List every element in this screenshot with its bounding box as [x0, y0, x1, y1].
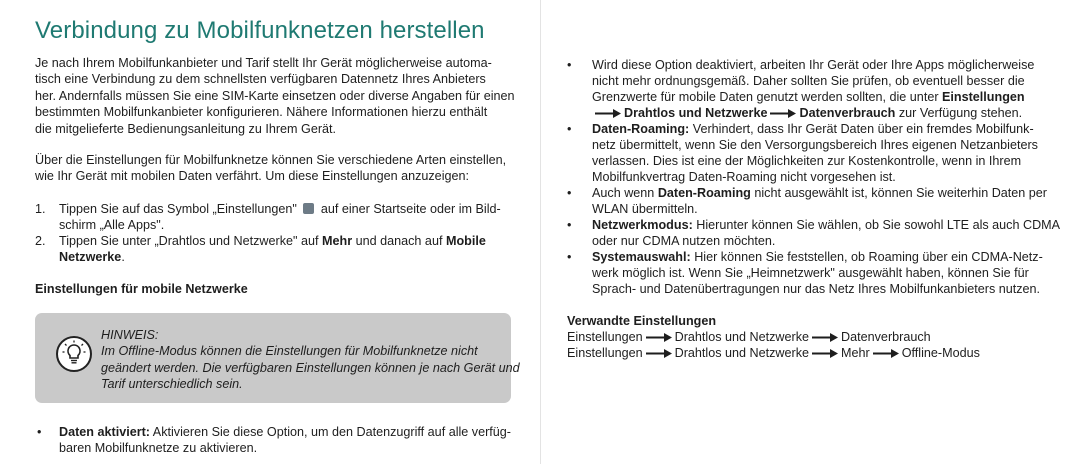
step-2-line-2 [59, 249, 125, 265]
path-item: Drahtlos und Netzwerke [674, 346, 810, 360]
bullet-line [592, 185, 1047, 201]
bullet-line: Mobilfunkvertrag Daten-Roaming nicht vorgesehen ist. [592, 170, 896, 184]
bullet-bold: Daten aktiviert: [59, 425, 150, 439]
arrow-right-icon [873, 349, 899, 358]
bullet-text: Grenzwerte für mobile Daten genutzt werden sollten, die unter [592, 90, 943, 104]
bullet-text: Auch wenn [592, 186, 658, 200]
bullet-line [592, 89, 1025, 105]
bullet-line: werk möglich ist. Wenn Sie „Heimnetzwerk" ausgewählt haben, können Sie für [592, 266, 1029, 280]
settings-icon [303, 203, 314, 214]
step-1-line-2: schirm „Alle Apps". [59, 218, 165, 232]
bullet-text: Aktivieren Sie diese Option, um den Datenzugriff auf alle verfüg- [150, 425, 511, 439]
bullet-daten-aktiviert-line-1 [59, 424, 511, 440]
path-item: Offline-Modus [901, 346, 980, 360]
bullet-bold: Einstellungen [942, 90, 1025, 104]
path-item: Einstellungen [567, 330, 643, 344]
bullet-text: Hierunter können Sie wählen, ob Sie sowohl LTE als auch CDMA [692, 218, 1061, 232]
arrow-right-icon [646, 333, 672, 342]
bullet-text: nicht ausgewählt ist, können Sie weiterhin Daten per [750, 186, 1048, 200]
path-item: Drahtlos und Netzwerke [674, 330, 810, 344]
bullet-bold: Drahtlos und Netzwerke [624, 106, 768, 120]
related-path-1 [567, 329, 931, 345]
bullet-marker: • [567, 186, 572, 200]
bullet-text: Hier können Sie feststellen, ob Roaming über ein CDMA-Netz- [690, 250, 1043, 264]
bullet-bold: Datenverbrauch [799, 106, 896, 120]
arrow-right-icon [646, 349, 672, 358]
step-text: Tippen Sie unter „Drahtlos und Netzwerke" auf [59, 234, 323, 248]
arrow-right-icon [595, 109, 621, 118]
bullet-marker: • [567, 58, 572, 72]
step-text: Tippen Sie auf das Symbol „Einstellungen" [59, 202, 297, 216]
text-line: her. Andernfalls müssen Sie eine SIM-Karte einsetzen oder diverse Angaben für einen [35, 88, 515, 103]
bullet-line: verlassen. Dies ist eine der Möglichkeiten zur Kostenkontrolle, wenn in Ihrem [592, 154, 1022, 168]
related-path-2 [567, 345, 980, 361]
note-text [101, 327, 520, 393]
step-bold: Netzwerke [59, 250, 122, 264]
bullet-daten-aktiviert-line-2: baren Mobilfunknetze zu aktivieren. [59, 441, 258, 455]
bullet-marker: • [567, 122, 572, 136]
step-bold: Mehr [322, 234, 353, 248]
bullet-line: netz übermittelt, wenn Sie den Versorgungsbereich Ihres eigenen Netzanbieters [592, 138, 1038, 152]
page-title: Verbindung zu Mobilfunknetzen herstellen [35, 17, 485, 44]
bullet-line: Wird diese Option deaktiviert, arbeiten Ihr Gerät oder Ihre Apps möglicherweise [592, 58, 1035, 72]
note-label: HINWEIS: [101, 328, 159, 342]
step-text: . [121, 250, 125, 264]
text-line: Über die Einstellungen für Mobilfunknetze können Sie verschiedene Arten einstellen, [35, 153, 507, 167]
bullet-line: nicht mehr ordnungsgemäß. Daher sollten Sie prüfen, ob eventuell besser die [592, 74, 1025, 88]
step-number: 1. [35, 202, 46, 216]
bullet-marker: • [567, 218, 572, 232]
bullet-bold: Daten-Roaming [657, 186, 751, 200]
section-heading: Einstellungen für mobile Netzwerke [35, 282, 248, 296]
bullet-line [592, 105, 1022, 121]
intro-paragraph [35, 55, 515, 137]
path-item: Mehr [841, 346, 870, 360]
bullet-line [592, 249, 1043, 265]
note-box [35, 313, 520, 403]
bullet-bold: Daten-Roaming: [592, 122, 690, 136]
bullet-marker: • [37, 425, 42, 439]
text-line: bestimmten Mobilfunkanbieter konfigurieren. Nähere Informationen hierzu enthält [35, 105, 488, 120]
note-line: Im Offline-Modus können die Einstellungen für Mobilfunknetze nicht [101, 344, 478, 359]
path-item: Einstellungen [567, 346, 643, 360]
bullet-line [592, 121, 1034, 137]
bullet-marker: • [567, 250, 572, 264]
related-settings-heading: Verwandte Einstellungen [567, 314, 717, 328]
bullet-text: Verhindert, dass Ihr Gerät Daten über ein fremdes Mobilfunk- [689, 122, 1034, 136]
text-line: tisch eine Verbindung zu dem schnellsten verfügbaren Datennetz Ihres Anbieters [35, 72, 486, 87]
note-line: geändert werden. Die verfügbaren Einstellungen können je nach Gerät und [101, 360, 520, 375]
lightbulb-icon [55, 335, 93, 373]
text-line: wie Ihr Gerät mit mobilen Daten verfährt. Um diese Einstellungen anzuzeigen: [35, 169, 469, 184]
note-line: Tarif unterschiedlich sein. [101, 377, 243, 392]
arrow-right-icon [812, 349, 838, 358]
arrow-right-icon [770, 109, 796, 118]
bullet-line [592, 217, 1060, 233]
path-item: Datenverbrauch [841, 330, 931, 344]
bullet-bold: Systemauswahl: [592, 250, 691, 264]
column-divider [540, 0, 541, 464]
step-text: auf einer Startseite oder im Bild- [320, 202, 501, 216]
text-line: Je nach Ihrem Mobilfunkanbieter und Tarif stellt Ihr Gerät möglicherweise automa- [35, 56, 492, 70]
step-2-line-1 [59, 233, 486, 249]
step-1-line-1 [59, 201, 501, 217]
bullet-line: oder nur CDMA nutzen möchten. [592, 234, 776, 248]
step-number: 2. [35, 234, 46, 248]
text-line: die mitgelieferte Bedienungsanleitung zu Ihrem Gerät. [35, 121, 337, 136]
step-bold: Mobile [445, 234, 486, 248]
step-text: und danach auf [352, 234, 446, 248]
bullet-line: Sprach- und Datenübertragungen nur das Netz Ihres Mobilfunkanbieters nutzen. [592, 282, 1041, 296]
bullet-bold: Netzwerkmodus: [592, 218, 693, 232]
bullet-line: WLAN übermitteln. [592, 202, 698, 216]
settings-paragraph [35, 152, 506, 185]
bullet-text: zur Verfügung stehen. [895, 106, 1023, 120]
arrow-right-icon [812, 333, 838, 342]
